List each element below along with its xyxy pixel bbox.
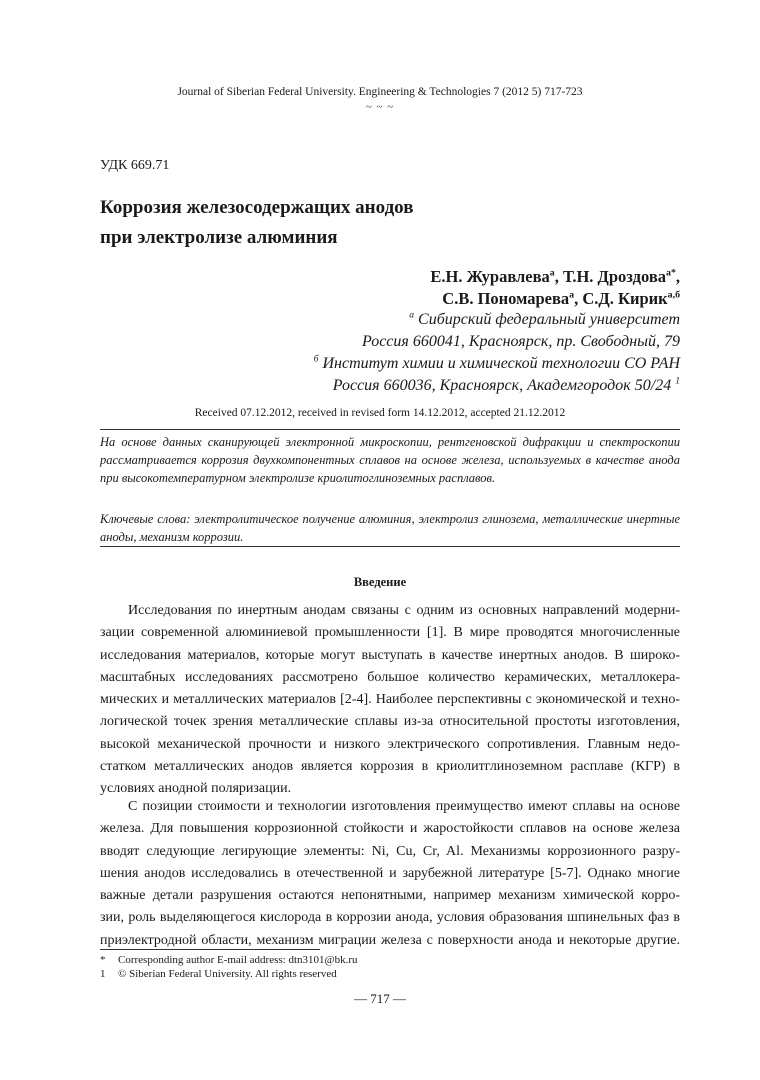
affiliation-text: Институт химии и химической технологии СО РАН — [318, 355, 680, 372]
text-line: приэлектродной области, механизм миграции железа с поверхности анода и некоторые другие. — [100, 932, 680, 948]
affiliation-b-address — [333, 377, 680, 395]
keywords-text: Ключевые слова: электролитическое получение алюминия, электролиз глинозема, металлические инертные аноды, механизм коррозии. — [100, 512, 680, 544]
footnote-mark: * — [100, 954, 106, 966]
article-title-line-1: Коррозия железосодержащих анодов — [100, 197, 414, 218]
footnote-text: Corresponding author E-mail address: dtn3101@bk.ru — [118, 954, 358, 966]
text-line: зации современной алюминиевой промышленности [1]. В мире проводятся многочисленные — [100, 625, 680, 641]
journal-header: Journal of Siberian Federal University. Engineering & Technologies 7 (2012 5) 717-723 — [177, 86, 583, 98]
text-line: масштабных исследованиях рассмотрено большое количество керамических, металлокера- — [100, 669, 680, 685]
footnote-mark: 1 — [100, 968, 106, 980]
text-line: мических и металлических материалов [2-4]. Наиболее перспективны с экономической и техно- — [100, 692, 680, 708]
authors-line-1 — [430, 267, 680, 287]
author-name: Е.Н. Журавлева — [430, 267, 550, 286]
author-name: , Т.Н. Дроздова — [554, 267, 666, 286]
article-title-line-2: при электролизе алюминия — [100, 227, 338, 248]
text-line: высокой механической прочности и низкого электрического сопротивления. Главным недо- — [100, 736, 680, 752]
affiliation-a-name — [409, 311, 680, 329]
header-ornament: ~ ~ ~ — [365, 101, 395, 113]
text-line: С позиции стоимости и технологии изготовления преимущество имеют сплавы на основе — [128, 799, 680, 814]
affiliation-mark: а — [409, 309, 415, 321]
author-name: , С.Д. Кирик — [574, 289, 668, 308]
text-line: статком металлических анодов является коррозия в криолитглиноземном расплаве (КГР) в — [100, 759, 680, 775]
paragraph-2 — [100, 796, 680, 952]
text-line: железа. Для повышения коррозионной стойкости и жаростойкости сплавов на основе железа — [100, 821, 680, 837]
affiliation-mark: а — [549, 267, 555, 279]
text-line: логической точек зрения металлические сплавы из-за относительной простоты изготовления, — [100, 714, 680, 730]
received-dates: Received 07.12.2012, received in revised form 14.12.2012, accepted 21.12.2012 — [194, 407, 566, 419]
text-line: вводят следующие легирующие элементы: Ni, Cu, Cr, Al. Механизмы коррозионного разру- — [100, 843, 680, 859]
page-number: — 717 — — [354, 991, 406, 1006]
abstract-top-rule — [100, 429, 680, 430]
affiliation-mark: а — [569, 289, 575, 301]
affiliation-b-name — [314, 355, 680, 373]
abstract-text: На основе данных сканирующей электронной микроскопии, рентгеновской дифракции и спектроскопии рассматривается коррозия двухкомпонентных сплавов на основе железа, используемых в качестве анода при высокотемпературном электролизе криолитоглиноземных расплавов. — [100, 435, 680, 485]
text-line: Исследования по инертным анодам связаны с одним из основных направлений модерни- — [128, 603, 680, 618]
paragraph-1 — [100, 600, 680, 801]
abstract-bottom-rule — [100, 546, 680, 547]
udk-code: УДК 669.71 — [100, 158, 170, 173]
text-line: важные детали разрушения остаются непонятными, например механизм химической корро- — [100, 888, 680, 904]
footnote-rule — [100, 949, 320, 950]
text-line: шения анодов исследовались в отечественной и зарубежной литературе [5-7]. Однако многие — [100, 865, 680, 881]
author-name: С.В. Пономарева — [442, 289, 570, 308]
affiliation-text: Сибирский федеральный университет — [414, 311, 680, 328]
footnote-corresponding — [100, 953, 358, 967]
footnote-copyright — [100, 967, 337, 981]
affiliation-mark: б — [313, 353, 319, 365]
affiliation-mark: а* — [666, 267, 676, 279]
separator: , — [675, 267, 680, 286]
affiliation-mark: а,б — [667, 289, 680, 301]
text-line: зии, роль выделяющегося кислорода в коррозии анода, условия образования шпинельных фаз в — [100, 910, 680, 926]
text-line: исследования материалов, которые могут выступать в качестве инертных анодов. В широко- — [100, 647, 680, 663]
footnote-mark: 1 — [675, 375, 680, 387]
text-line: условиях анодной поляризации. — [100, 781, 292, 797]
affiliation-text: Россия 660036, Красноярск, Академгородок 50/24 — [332, 377, 676, 394]
footnote-text: © Siberian Federal University. All rights reserved — [118, 968, 337, 980]
authors-line-2 — [442, 289, 680, 309]
affiliation-a-address: Россия 660041, Красноярск, пр. Свободный, 79 — [362, 333, 680, 350]
section-title: Введение — [353, 575, 407, 589]
